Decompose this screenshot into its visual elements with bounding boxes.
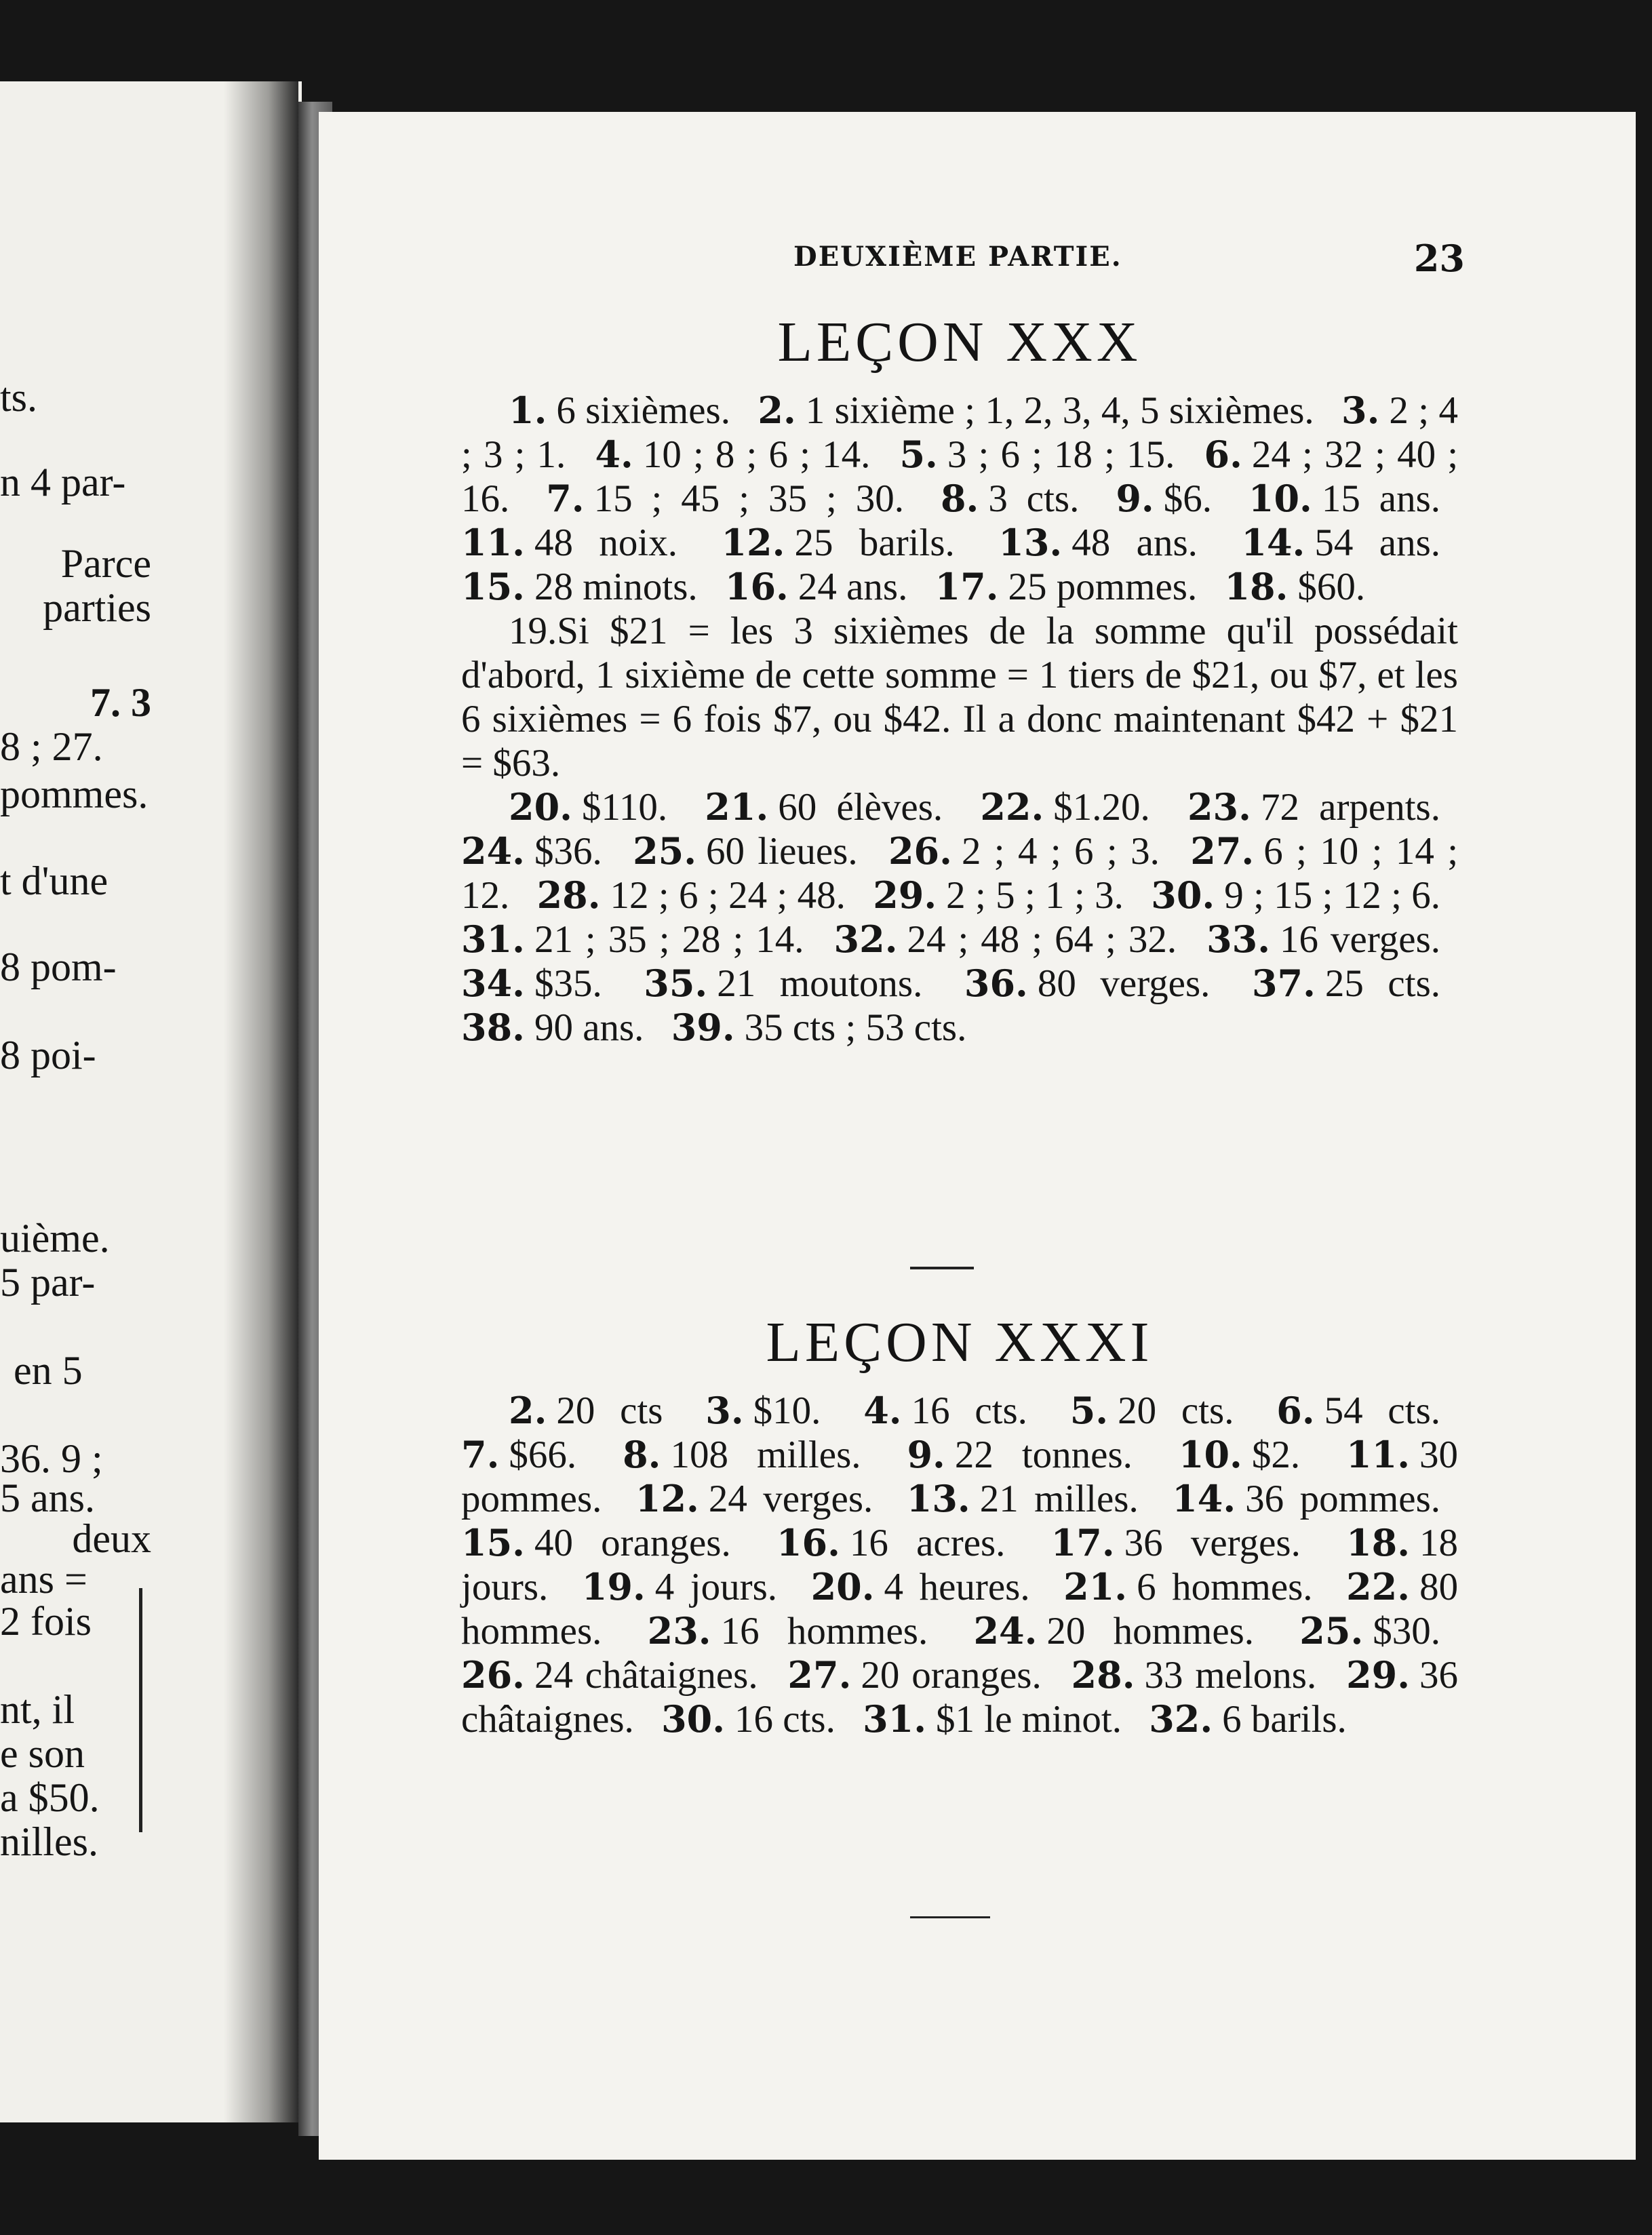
answer-item <box>648 1610 928 1653</box>
answer-item <box>834 918 1177 961</box>
answer-value: $6. <box>1163 477 1212 520</box>
left-page-text-fragment: 8 pom- <box>0 945 117 989</box>
answer-value: 1 sixième ; 1, 2, 3, 4, 5 sixièmes. <box>805 389 1314 432</box>
answer-value: 6 barils. <box>1222 1698 1347 1741</box>
answer-value: 16 verges. <box>1280 918 1441 961</box>
answer-value: $1 le minot. <box>936 1698 1122 1741</box>
answer-item <box>1149 1698 1347 1741</box>
answer-number: 29. <box>1346 1653 1411 1697</box>
answer-item <box>461 1654 758 1697</box>
answer-item <box>705 1389 821 1432</box>
answer-number: 38. <box>461 1006 525 1049</box>
answer-item <box>873 874 1124 917</box>
answer-value: 24 ; 48 ; 64 ; 32. <box>907 918 1177 961</box>
answer-value: $35. <box>534 962 602 1005</box>
left-page-text-fragment: 5 par- <box>0 1260 96 1305</box>
answer-value: 15 ; 45 ; 35 ; 30. <box>593 477 905 520</box>
answer-number: 12. <box>721 521 785 564</box>
answer-value: 24 châtaignes. <box>534 1654 758 1697</box>
running-title: DEUXIÈME PARTIE. <box>793 241 1122 273</box>
answer-value: Si $21 = les 3 sixièmes de la somme qu'il possédait d'abord, 1 sixième de cette somme = 1 tiers de $21, ou $7, et les 6 sixièmes = 6 fois $7, ou $42. Il a donc maintenant $42 + $21 = $63. <box>461 610 1458 785</box>
lesson-title: LEÇON XXX <box>777 311 1142 374</box>
section-divider <box>910 1267 974 1269</box>
answer-value: 25 barils. <box>794 521 955 564</box>
answer-number: 16. <box>724 565 789 608</box>
answer-number: 9. <box>1116 477 1154 520</box>
answer-number: 20. <box>810 1565 875 1608</box>
answer-item <box>537 874 846 917</box>
answer-number: 19. <box>509 610 557 652</box>
answer-number: 11. <box>1346 1433 1410 1476</box>
answer-number: 8. <box>623 1433 661 1476</box>
answer-item <box>671 1006 967 1049</box>
answer-number: 18. <box>1346 1521 1411 1564</box>
answer-value: 72 arpents. <box>1260 786 1440 829</box>
answer-number: 1. <box>509 389 547 432</box>
answer-item <box>461 1433 576 1476</box>
answer-value: 21 moutons. <box>717 962 923 1005</box>
answer-value: 90 ans. <box>534 1006 644 1049</box>
answer-value: 24 ans. <box>798 566 908 608</box>
left-page-text-fragment: 7. 3 <box>90 680 151 725</box>
answer-item <box>1299 1610 1440 1653</box>
answer-number: 22. <box>980 785 1044 829</box>
answer-value: 80 verges. <box>1037 962 1211 1005</box>
answer-number: 17. <box>935 565 999 608</box>
answer-number: 15. <box>461 1521 525 1564</box>
answer-number: 7. <box>546 477 585 520</box>
answer-value: 36 verges. <box>1124 1522 1301 1564</box>
answer-number: 6. <box>1276 1389 1315 1432</box>
answer-value: 16 cts. <box>911 1389 1027 1432</box>
left-page-text-fragment: ans = <box>0 1557 87 1602</box>
left-page-text-fragment: 8 poi- <box>0 1033 96 1077</box>
answer-item <box>509 389 730 432</box>
answer-item <box>863 1389 1027 1432</box>
answer-item <box>461 521 677 564</box>
answer-value: $1.20. <box>1053 786 1150 829</box>
answer-number: 5. <box>899 433 938 476</box>
answer-item <box>721 521 954 564</box>
answer-number: 11. <box>461 521 525 564</box>
answer-number: 6. <box>1204 433 1242 476</box>
answer-value: 2 ; 5 ; 1 ; 3. <box>946 874 1124 917</box>
answer-value: 9 ; 15 ; 12 ; 6. <box>1224 874 1441 917</box>
answer-number: 21. <box>1063 1565 1128 1608</box>
answer-value: 35 cts ; 53 cts. <box>744 1006 967 1049</box>
answer-number: 21. <box>705 785 769 829</box>
answer-block <box>461 389 1458 609</box>
answer-number: 3. <box>1341 389 1380 432</box>
answer-number: 35. <box>644 962 708 1005</box>
answer-item <box>1070 1389 1234 1432</box>
answer-value: 36 châtaignes. <box>461 1654 1459 1741</box>
answer-item <box>595 433 870 476</box>
answer-number: 27. <box>1190 829 1255 873</box>
left-page-text-fragment: en 5 <box>14 1348 83 1393</box>
answer-value: 30 pommes. <box>461 1433 1458 1520</box>
answer-value: 4 jours. <box>654 1566 778 1608</box>
answer-number: 39. <box>671 1006 735 1049</box>
answer-item <box>461 830 602 873</box>
answer-number: 4. <box>595 433 633 476</box>
answer-number: 4. <box>863 1389 902 1432</box>
answer-number: 34. <box>461 962 525 1005</box>
answer-number: 9. <box>907 1433 945 1476</box>
answer-number: 24. <box>973 1609 1038 1653</box>
answer-number: 20. <box>509 785 572 829</box>
answer-value: 20 oranges. <box>861 1654 1042 1697</box>
answer-item <box>1071 1654 1317 1697</box>
answer-value: $30. <box>1373 1610 1440 1653</box>
answer-value: 60 élèves. <box>778 786 943 829</box>
answer-item <box>509 786 667 829</box>
answer-item <box>461 566 698 608</box>
answer-value: 54 cts. <box>1324 1389 1440 1432</box>
answer-number: 15. <box>461 565 525 608</box>
answer-item <box>811 1566 1030 1608</box>
answer-item <box>980 786 1149 829</box>
answer-number: 37. <box>1251 962 1316 1005</box>
lesson-title: LEÇON XXXI <box>766 1311 1154 1374</box>
answer-value: 48 noix. <box>534 521 678 564</box>
answer-item <box>1248 477 1440 520</box>
answer-item <box>964 962 1210 1005</box>
answer-value: 16 cts. <box>734 1698 835 1741</box>
left-page-text-fragment: nt, il <box>0 1687 75 1732</box>
answer-value: 28 minots. <box>534 566 698 608</box>
answer-block <box>461 785 1458 1050</box>
answer-number: 28. <box>1071 1653 1135 1697</box>
answer-item <box>1252 962 1440 1005</box>
answer-item <box>863 1698 1122 1741</box>
answer-number: 16. <box>776 1521 840 1564</box>
answer-number: 7. <box>461 1433 500 1476</box>
answer-number: 12. <box>635 1477 699 1520</box>
answer-item <box>1276 1389 1440 1432</box>
answer-item <box>546 477 904 520</box>
answer-number: 8. <box>940 477 979 520</box>
answer-item <box>907 1478 1139 1520</box>
answer-value: 16 hommes. <box>720 1610 928 1653</box>
answer-value: 24 ; 32 ; 40 ; 16. <box>461 433 1459 520</box>
answer-item <box>776 1522 1006 1564</box>
answer-value: 24 verges. <box>708 1478 873 1520</box>
answer-item <box>941 477 1079 520</box>
answer-number: 25. <box>633 829 697 873</box>
left-page-text-fragment: a $50. <box>0 1775 100 1820</box>
answer-block <box>461 1389 1458 1741</box>
answer-value: 60 lieues. <box>706 830 858 873</box>
answer-value: 6 ; 10 ; 14 ; 12. <box>461 830 1459 917</box>
answer-item <box>661 1698 835 1741</box>
answer-number: 23. <box>647 1609 711 1653</box>
answer-number: 13. <box>906 1477 970 1520</box>
answer-value: 48 ans. <box>1071 521 1198 564</box>
answer-value: 21 milles. <box>979 1478 1139 1520</box>
answer-value: 20 cts. <box>1118 1389 1234 1432</box>
section-divider <box>910 1916 990 1918</box>
answer-value: 10 ; 8 ; 6 ; 14. <box>642 433 871 476</box>
answer-value: 20 hommes. <box>1046 1610 1255 1653</box>
answer-item <box>509 1389 663 1432</box>
left-page-text-fragment: pommes. <box>0 772 149 816</box>
answer-value: 25 cts. <box>1324 962 1441 1005</box>
left-page-text-fragment: parties <box>43 585 151 630</box>
answer-item <box>461 610 1458 785</box>
answer-item <box>461 1006 644 1049</box>
answer-item <box>1241 521 1440 564</box>
answer-number: 36. <box>964 962 1028 1005</box>
answer-number: 26. <box>461 1653 525 1697</box>
answer-item <box>1172 1478 1440 1520</box>
answer-item <box>635 1478 873 1520</box>
answer-value: 3 ; 6 ; 18 ; 15. <box>947 433 1175 476</box>
answer-value: 18 jours. <box>461 1522 1459 1608</box>
answer-value: 2 ; 4 ; 6 ; 3. <box>961 830 1160 873</box>
answer-number: 26. <box>888 829 952 873</box>
answer-value: 6 sixièmes. <box>556 389 730 432</box>
answer-item <box>461 918 804 961</box>
answer-number: 23. <box>1187 785 1251 829</box>
binding-shadow <box>224 81 298 2122</box>
answer-value: 108 milles. <box>670 1433 861 1476</box>
answer-number: 33. <box>1206 917 1271 961</box>
answer-number: 13. <box>998 521 1063 564</box>
answer-number: 10. <box>1248 477 1312 520</box>
answer-item <box>907 1433 1132 1476</box>
answer-item <box>644 962 922 1005</box>
answer-number: 24. <box>461 829 525 873</box>
left-page-text-fragment: 5 ans. <box>0 1476 95 1520</box>
answer-value: 12 ; 6 ; 24 ; 48. <box>610 874 846 917</box>
answer-value: 36 pommes. <box>1245 1478 1441 1520</box>
answer-number: 2. <box>758 389 796 432</box>
left-page-text-fragment: 36. 9 ; <box>0 1436 103 1481</box>
left-page-text-fragment: e son <box>0 1731 85 1776</box>
answer-value: 80 hommes. <box>461 1566 1459 1653</box>
answer-value: 40 oranges. <box>534 1522 731 1564</box>
answer-number: 18. <box>1224 565 1289 608</box>
left-page-text-fragment: ts. <box>0 375 38 420</box>
answer-value: $66. <box>509 1433 577 1476</box>
answer-item <box>998 521 1198 564</box>
left-page-text-fragment: deux <box>72 1516 151 1561</box>
answer-value: 22 tonnes. <box>954 1433 1133 1476</box>
answer-item <box>461 962 602 1005</box>
answer-number: 19. <box>581 1565 646 1608</box>
left-page-text-fragment: nilles. <box>0 1819 98 1864</box>
answer-item <box>1116 477 1212 520</box>
answer-item <box>899 433 1175 476</box>
answer-item <box>623 1433 861 1476</box>
answer-number: 31. <box>461 917 525 961</box>
answer-item <box>1151 874 1440 917</box>
answer-value: 20 cts <box>556 1389 663 1432</box>
running-head <box>475 237 1465 288</box>
answer-value: 54 ans. <box>1314 521 1441 564</box>
answer-value: $110. <box>581 786 668 829</box>
answer-item <box>787 1654 1041 1697</box>
answer-value: $60. <box>1297 566 1366 608</box>
left-page-text-fragment: t d'une <box>0 858 109 903</box>
answer-item <box>725 566 907 608</box>
lesson-xxxi <box>461 1309 1458 1741</box>
answer-item <box>935 566 1198 608</box>
answer-number: 27. <box>787 1653 852 1697</box>
left-page-vertical-rule <box>139 1588 142 1832</box>
answer-number: 32. <box>1149 1697 1213 1741</box>
answer-number: 2. <box>509 1389 547 1432</box>
answer-item <box>888 830 1160 873</box>
left-page-text-fragment: 8 ; 27. <box>0 724 103 769</box>
answer-number: 3. <box>705 1389 744 1432</box>
answer-number: 14. <box>1241 521 1305 564</box>
answer-item <box>1179 1433 1300 1476</box>
answer-value: 16 acres. <box>849 1522 1006 1564</box>
answer-item <box>1206 918 1440 961</box>
answer-item <box>758 389 1314 432</box>
answer-number: 30. <box>661 1697 726 1741</box>
answer-item <box>973 1610 1254 1653</box>
left-page-text-fragment: n 4 par- <box>0 460 126 505</box>
left-page-text-fragment: 2 fois <box>0 1599 92 1644</box>
lesson-xxx <box>461 309 1458 1050</box>
answer-value: 6 hommes. <box>1137 1566 1313 1608</box>
answer-item <box>582 1566 777 1608</box>
answer-number: 30. <box>1151 873 1215 917</box>
answer-number: 32. <box>833 917 898 961</box>
answer-value: 15 ans. <box>1321 477 1441 520</box>
answer-number: 17. <box>1050 1521 1115 1564</box>
answer-value: 25 pommes. <box>1008 566 1198 608</box>
left-page-text-fragment: Parce <box>60 541 151 586</box>
answer-number: 10. <box>1178 1433 1242 1476</box>
answer-value: $36. <box>534 830 602 873</box>
answer-value: 21 ; 35 ; 28 ; 14. <box>534 918 804 961</box>
answer-item <box>1063 1566 1312 1608</box>
answer-number: 31. <box>863 1697 927 1741</box>
answer-value: $10. <box>753 1389 821 1432</box>
answer-value: 33 melons. <box>1144 1654 1317 1697</box>
answer-number: 22. <box>1346 1565 1411 1608</box>
answer-number: 28. <box>536 873 601 917</box>
answer-item <box>633 830 858 873</box>
answer-item <box>1051 1522 1301 1564</box>
answer-number: 14. <box>1172 1477 1236 1520</box>
answer-number: 25. <box>1299 1609 1364 1653</box>
answer-value: $2. <box>1251 1433 1301 1476</box>
page-number: 23 <box>1413 237 1465 280</box>
answer-value: 3 cts. <box>988 477 1080 520</box>
answer-item <box>461 1522 731 1564</box>
explanation-block <box>461 609 1458 785</box>
left-page-text-fragment: uième. <box>0 1216 110 1261</box>
answer-item <box>1187 786 1440 829</box>
answer-number: 5. <box>1069 1389 1109 1432</box>
answer-item <box>1224 566 1365 608</box>
answer-value: 2 ; 4 ; 3 ; 1. <box>461 389 1459 476</box>
answer-value: 4 heures. <box>884 1566 1030 1608</box>
answer-item <box>705 786 943 829</box>
answer-number: 29. <box>873 873 937 917</box>
